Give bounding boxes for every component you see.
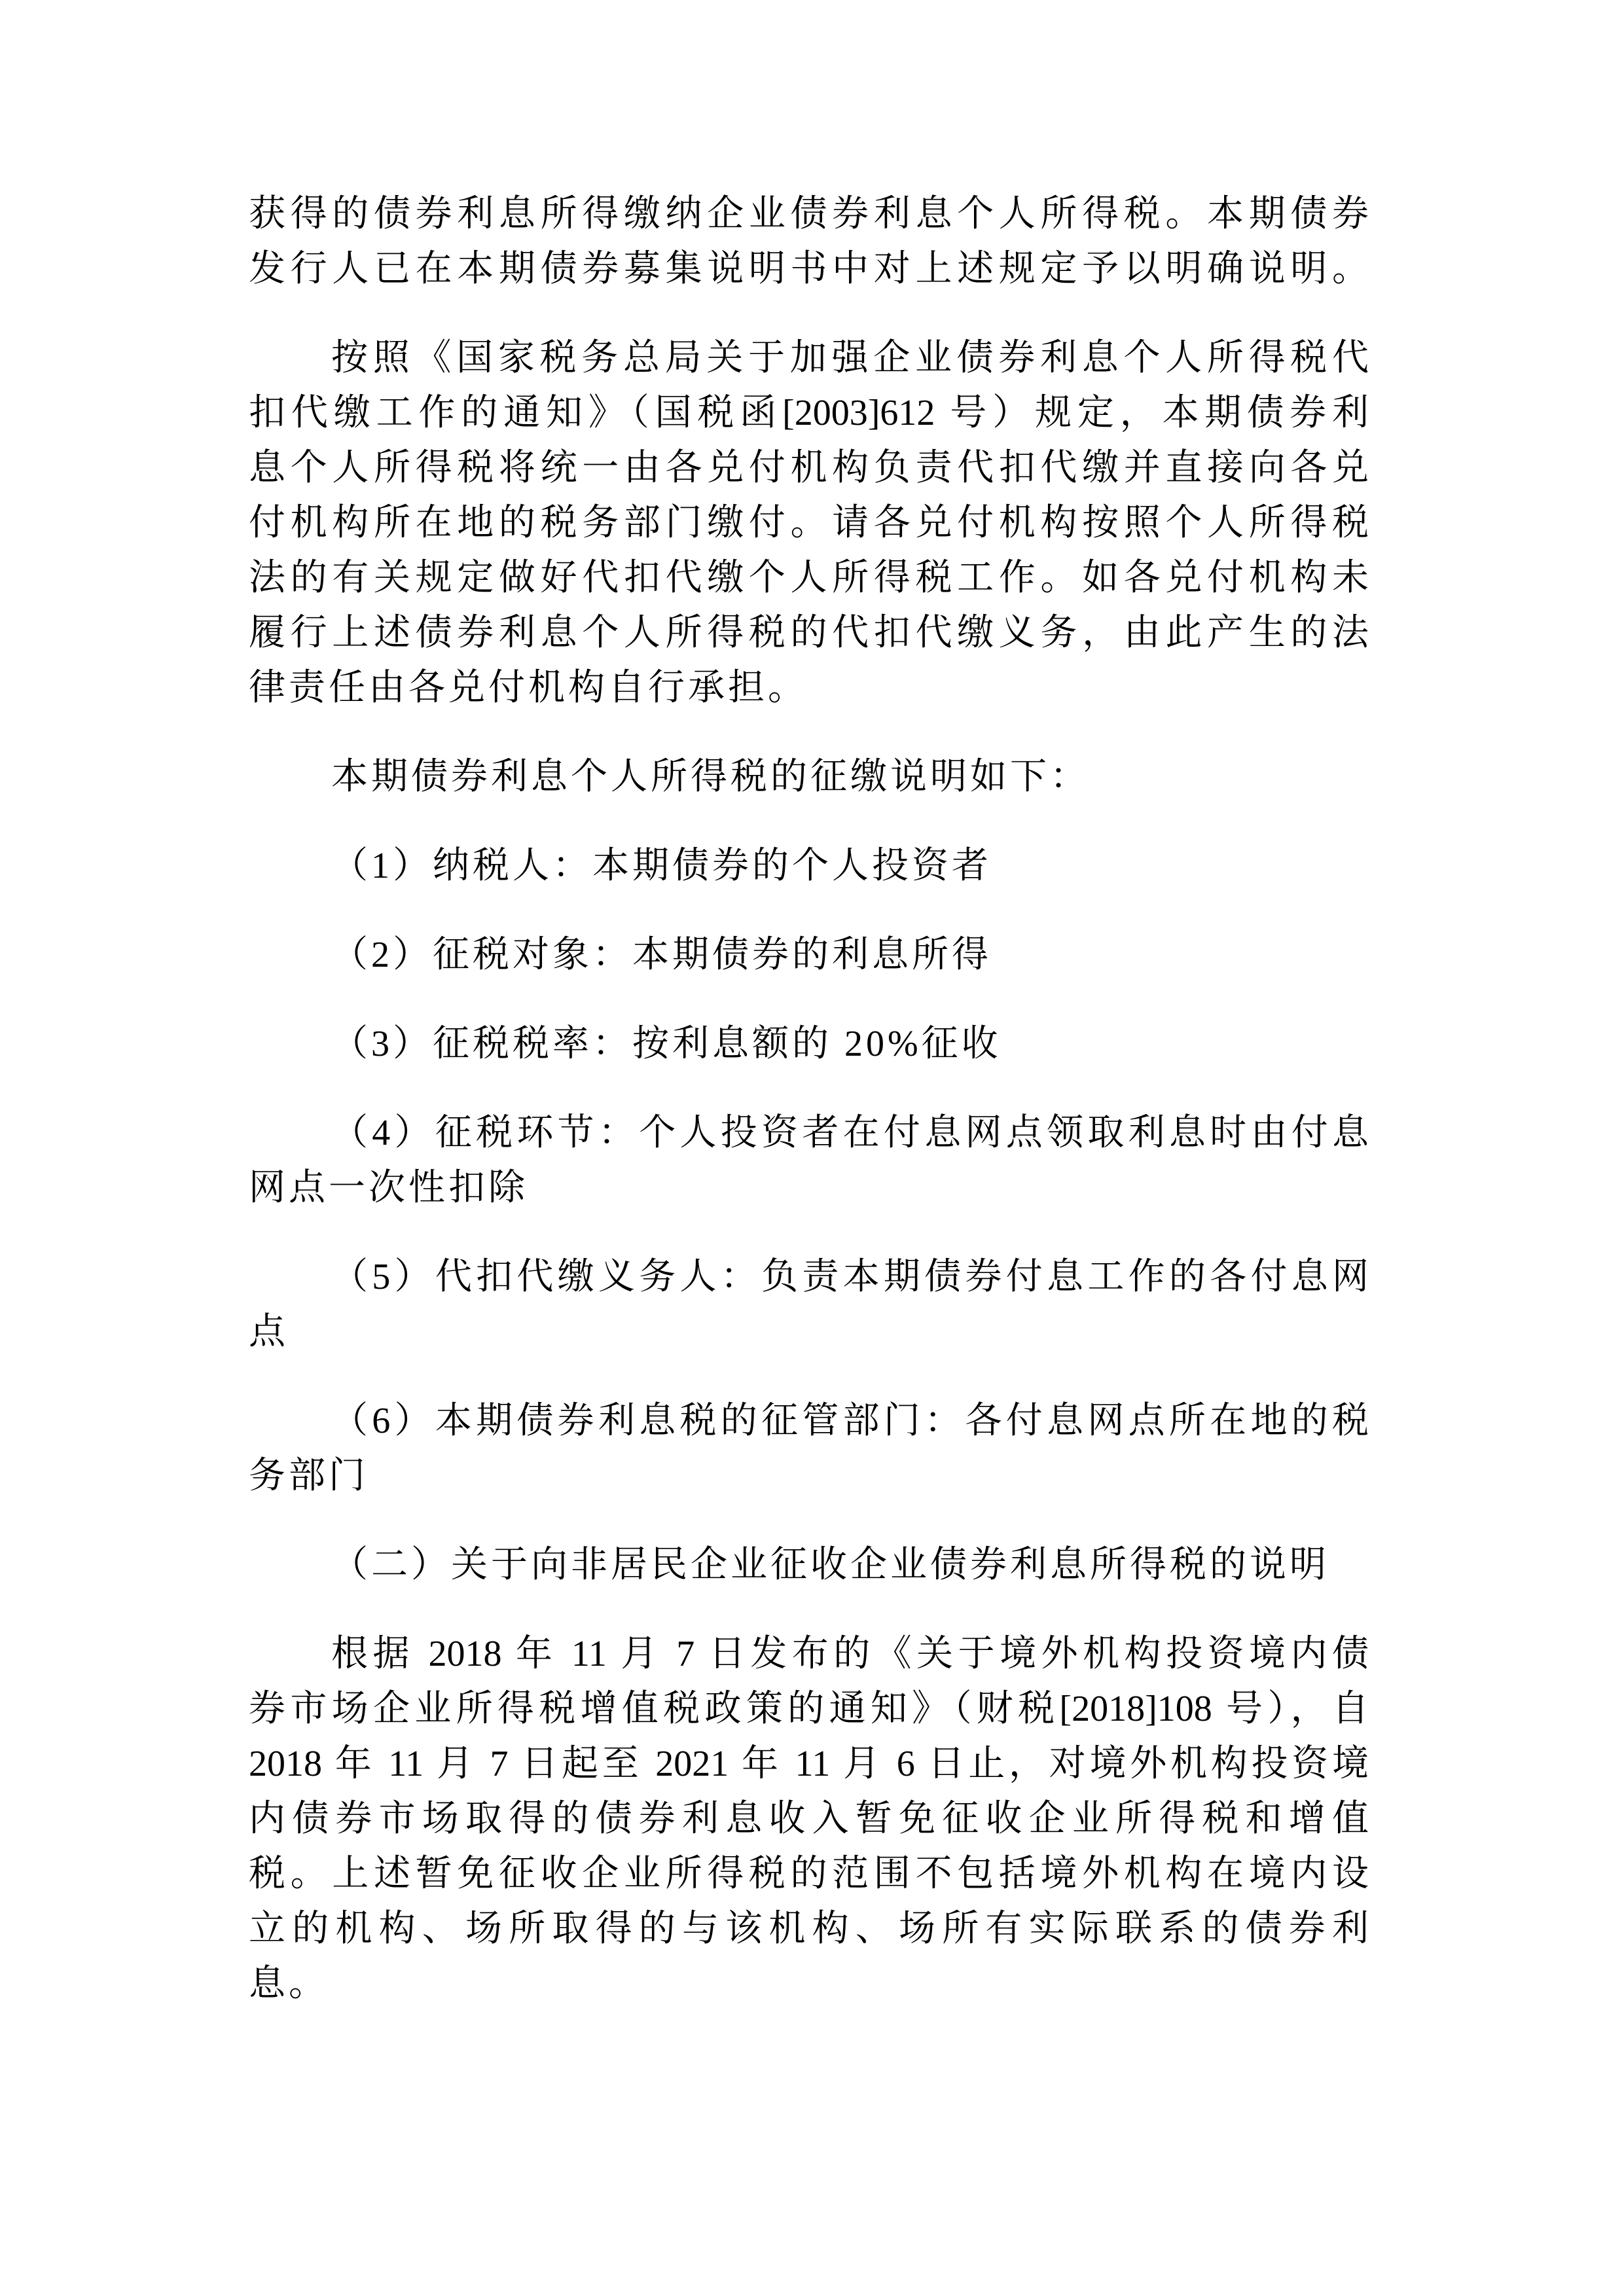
paragraph — [249, 1016, 1369, 1071]
text-line: （二）关于向非居民企业征收企业债券利息所得税的说明 — [331, 1545, 1329, 1585]
text-line: 扣代缴工作的通知》（国税函[2003]612 号）规定，本期债券利 — [249, 393, 1369, 433]
text-line: （2）征税对象：本期债券的利息所得 — [331, 935, 992, 975]
text-line: 点 — [249, 1312, 289, 1352]
paragraph — [249, 1626, 1369, 2011]
text-line: 2018 年 11 月 7 日起至 2021 年 11 月 6 日止，对境外机构投资境 — [249, 1744, 1369, 1784]
paragraph — [249, 927, 1369, 982]
paragraph — [249, 838, 1369, 893]
text-line: （1）纳税人：本期债券的个人投资者 — [331, 846, 992, 886]
paragraph — [249, 187, 1369, 296]
text-line: 券市场企业所得税增值税政策的通知》（财税[2018]108 号），自 — [249, 1689, 1369, 1729]
text-line: 息个人所得税将统一由各兑付机构负责代扣代缴并直接向各兑 — [249, 448, 1369, 488]
paragraph — [249, 1393, 1369, 1503]
paragraph — [249, 749, 1369, 804]
text-line: 本期债券利息个人所得税的征缴说明如下： — [331, 757, 1090, 797]
text-line: 内债券市场取得的债券利息收入暂免征收企业所得税和增值 — [249, 1799, 1369, 1839]
text-line: 根据 2018 年 11 月 7 日发布的《关于境外机构投资境内债 — [331, 1634, 1369, 1674]
text-line: 立的机构、场所取得的与该机构、场所有实际联系的债券利 — [249, 1909, 1369, 1949]
text-line: 按照《国家税务总局关于加强企业债券利息个人所得税代 — [331, 338, 1369, 378]
text-line: （5）代扣代缴义务人：负责本期债券付息工作的各付息网 — [331, 1257, 1369, 1297]
paragraph — [249, 331, 1369, 715]
text-line: 付机构所在地的税务部门缴付。请各兑付机构按照个人所得税 — [249, 503, 1369, 543]
text-line: 务部门 — [249, 1456, 369, 1496]
text-line: 获得的债券利息所得缴纳企业债券利息个人所得税。本期债券 — [249, 194, 1369, 234]
paragraph — [249, 1249, 1369, 1359]
text-line: 履行上述债券利息个人所得税的代扣代缴义务，由此产生的法 — [249, 613, 1369, 653]
text-line: （3）征税税率：按利息额的 20%征收 — [331, 1024, 1001, 1064]
text-line: 法的有关规定做好代扣代缴个人所得税工作。如各兑付机构未 — [249, 558, 1369, 598]
text-line: （4）征税环节：个人投资者在付息网点领取利息时由付息 — [331, 1113, 1369, 1153]
paragraph — [249, 1537, 1369, 1592]
text-line: 息。 — [249, 1964, 329, 2004]
text-line: 税。上述暂免征收企业所得税的范围不包括境外机构在境内设 — [249, 1854, 1369, 1894]
text-line: 网点一次性扣除 — [249, 1168, 528, 1208]
text-line: （6）本期债券利息税的征管部门：各付息网点所在地的税 — [331, 1401, 1369, 1441]
text-line: 律责任由各兑付机构自行承担。 — [249, 668, 808, 708]
text-line: 发行人已在本期债券募集说明书中对上述规定予以明确说明。 — [249, 249, 1369, 289]
paragraph — [249, 1105, 1369, 1215]
